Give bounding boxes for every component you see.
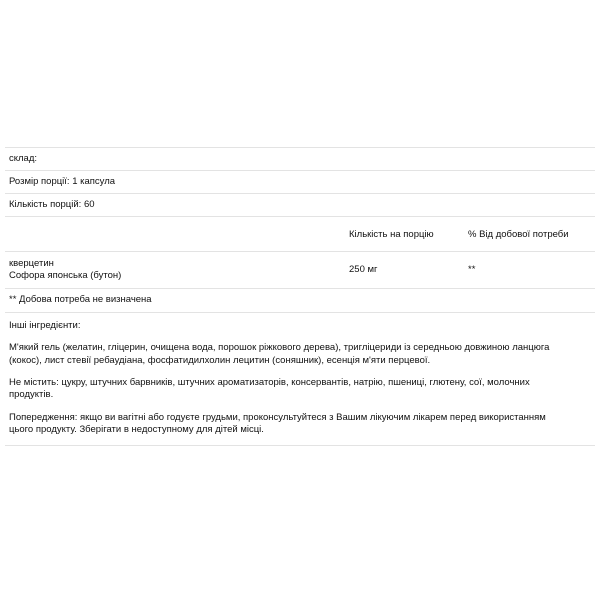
free-of-line: продуктів. <box>9 389 54 401</box>
ingredient-amount: 250 мг <box>349 264 378 275</box>
serving-size: Розмір порції: 1 капсула <box>9 176 116 187</box>
daily-value-footnote: ** Добова потреба не визначена <box>9 294 152 305</box>
other-ingredients-list <box>9 342 591 367</box>
amount-per-serving-header: Кількість на порцію <box>349 229 434 240</box>
ingredient-source: Софора японська (бутон) <box>9 270 122 282</box>
ingredient-name-block <box>9 258 121 283</box>
serving-size-row <box>5 170 595 193</box>
free-of-statement <box>9 377 591 402</box>
warning-statement <box>9 412 591 437</box>
servings-per-container: Кількість порцій: 60 <box>9 199 95 210</box>
ingredient-name: кверцетин <box>9 258 54 269</box>
table-row <box>5 251 595 288</box>
footnote-row <box>5 288 595 312</box>
ingredient-daily-value: ** <box>468 264 476 275</box>
warning-line: Попередження: якщо ви вагітні або годуєте грудьми, проконсультуйтеся з Вашим лікуючим лікарем перед використанням <box>9 411 546 423</box>
other-ingredients-block <box>5 312 595 446</box>
composition-heading: склад: <box>9 153 38 164</box>
daily-value-header: % Від добової потреби <box>468 229 569 240</box>
table-header-row <box>5 216 595 251</box>
servings-per-container-row <box>5 193 595 216</box>
supplement-facts-panel <box>5 147 595 446</box>
composition-heading-row <box>5 147 595 170</box>
free-of-line: Не містить: цукру, штучних барвників, штучних ароматизаторів, консервантів, натрію, пшениці, глютену, сої, молочних <box>9 377 530 389</box>
other-ingredients-heading: Інші інгредієнти: <box>9 320 81 331</box>
other-ingredients-line: (кокос), лист стевії ребаудіана, фосфатидилхолин лецитин (соняшник), есенція м'яти перцевої. <box>9 354 431 366</box>
warning-line: цього продукту. Зберігати в недоступному для дітей місці. <box>9 424 264 436</box>
other-ingredients-line: М'який гель (желатин, гліцерин, очищена вода, порошок ріжкового дерева), тригліцериди із середньою довжиною ланцюга <box>9 342 550 354</box>
